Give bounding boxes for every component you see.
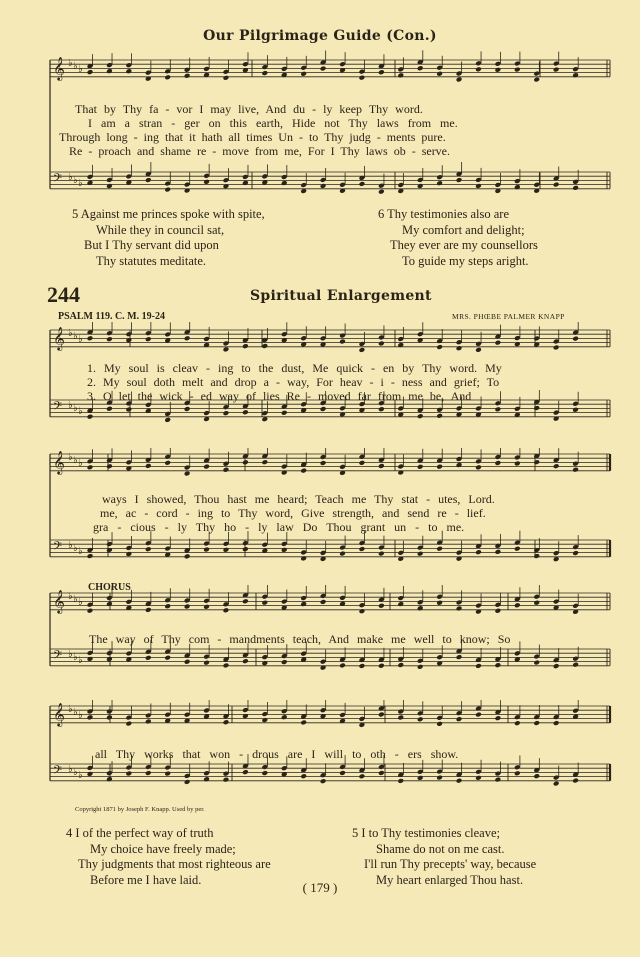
note-head	[359, 181, 366, 187]
verse-line: They ever are my counsellors	[390, 238, 538, 252]
note-head	[125, 771, 132, 777]
verse-line: My choice have freely made;	[90, 841, 236, 856]
flat-icon: ♭	[68, 704, 73, 715]
note-head	[436, 71, 443, 77]
verse-number: 6	[378, 207, 385, 221]
note-head	[106, 714, 113, 720]
note-head	[417, 716, 424, 722]
note-head	[223, 547, 230, 553]
note-head	[495, 662, 502, 668]
note-head	[397, 601, 404, 607]
note-head	[145, 607, 152, 613]
note-head	[164, 603, 171, 609]
note-head	[87, 656, 94, 662]
note-head	[475, 464, 482, 470]
lyric-line: 3. O let the wick - ed way of lies Re - moved far from me be, And	[87, 389, 472, 403]
note-head	[495, 777, 502, 783]
lyric-line: Through long - ing that it hath all times Un - to Thy judg - ments pure.	[59, 130, 446, 144]
note-head	[378, 341, 385, 347]
note-head	[203, 604, 210, 610]
note-head	[106, 68, 113, 74]
note-head	[281, 410, 288, 416]
note-head	[417, 464, 424, 470]
note-head	[184, 659, 191, 665]
lyric-line: 1. My soul is cleav - ing to the dust, Me quick - en by Thy word. My	[87, 361, 502, 375]
note-head	[242, 409, 249, 415]
note-head	[223, 719, 230, 725]
bass-clef-icon: 𝄢	[53, 172, 63, 188]
note-head	[417, 605, 424, 611]
bass-clef-icon: 𝄢	[53, 540, 63, 556]
note-head	[87, 553, 94, 559]
note-head	[106, 776, 113, 782]
note-head	[533, 720, 540, 726]
note-head	[475, 775, 482, 781]
verse-line: My heart enlarged Thou hast.	[376, 872, 524, 887]
note-head	[378, 770, 385, 776]
verse-line: But I Thy servant did upon	[84, 238, 219, 252]
note-head	[359, 663, 366, 669]
note-head	[417, 65, 424, 71]
note-head	[87, 69, 94, 75]
flat-icon: ♭	[78, 655, 83, 666]
lyric-line: Re - proach and shame re - move from me, For I Thy laws ob - serve.	[69, 144, 451, 158]
note-head	[145, 655, 152, 661]
note-head	[223, 75, 230, 81]
verse-line: I to Thy testimonies cleave;	[361, 826, 500, 840]
note-head	[164, 460, 171, 466]
note-head	[359, 546, 366, 552]
note-head	[223, 410, 230, 416]
flat-icon: ♭	[73, 403, 78, 414]
note-head	[514, 341, 521, 347]
flat-icon: ♭	[68, 591, 73, 602]
note-head	[223, 346, 230, 352]
copyright-notice: Copyright 1871 by Joseph F. Knapp. Used by per.	[75, 806, 205, 813]
flat-icon: ♭	[78, 597, 83, 608]
note-head	[300, 601, 307, 607]
chorus-label: CHORUS	[88, 582, 131, 593]
note-head	[281, 547, 288, 553]
note-head	[184, 471, 191, 477]
note-head	[320, 778, 327, 784]
note-head	[553, 345, 560, 351]
note-head	[300, 555, 307, 561]
verse-number: 4	[66, 826, 73, 840]
note-head	[378, 69, 385, 75]
note-head	[495, 340, 502, 346]
flat-icon: ♭	[73, 707, 78, 718]
note-head	[87, 771, 94, 777]
note-head	[359, 347, 366, 353]
note-head	[572, 778, 579, 784]
note-head	[553, 720, 560, 726]
note-head	[553, 663, 560, 669]
verse-number: 5	[72, 207, 79, 221]
note-head	[495, 460, 502, 466]
note-head	[223, 662, 230, 668]
note-head	[397, 662, 404, 668]
note-head	[339, 662, 346, 668]
lyric-line: That by Thy fa - vor I may live, And du - ly keep Thy word.	[75, 102, 423, 116]
note-head	[320, 183, 327, 189]
note-head	[261, 70, 268, 76]
note-head	[242, 598, 249, 604]
verse-line: Thy judgments that most righteous are	[78, 857, 271, 871]
note-head	[456, 177, 463, 183]
note-head	[456, 345, 463, 351]
note-head	[533, 459, 540, 465]
note-head	[261, 717, 268, 723]
note-head	[184, 406, 191, 412]
hymn-title-continued: Our Pilgrimage Guide (Con.)	[203, 28, 437, 44]
note-head	[475, 66, 482, 72]
note-head	[223, 607, 230, 613]
lyric-line: all Thy works that won - drous are I will to oth - ers show.	[95, 747, 459, 761]
flat-icon: ♭	[73, 594, 78, 605]
note-head	[417, 664, 424, 670]
note-head	[261, 660, 268, 666]
note-head	[359, 460, 366, 466]
note-head	[164, 187, 171, 193]
note-head	[436, 413, 443, 419]
note-head	[145, 177, 152, 183]
verse-line: Thy testimonies also are	[387, 207, 510, 221]
flat-icon: ♭	[73, 767, 78, 778]
note-head	[281, 714, 288, 720]
flat-icon: ♭	[73, 61, 78, 72]
note-head	[320, 406, 327, 412]
note-head	[495, 549, 502, 555]
flat-icon: ♭	[68, 452, 73, 463]
verse-line: Against me princes spoke with spite,	[80, 207, 265, 221]
bass-clef-icon: 𝄢	[53, 400, 63, 416]
note-head	[417, 413, 424, 419]
note-head	[553, 182, 560, 188]
note-head	[125, 551, 132, 557]
verse-line: To guide my steps aright.	[402, 253, 529, 268]
flat-icon: ♭	[68, 172, 73, 183]
note-head	[106, 183, 113, 189]
flat-icon: ♭	[73, 175, 78, 186]
note-head	[572, 662, 579, 668]
note-head	[87, 335, 94, 341]
note-head	[145, 463, 152, 469]
note-head	[572, 467, 579, 473]
note-head	[378, 463, 385, 469]
note-head	[397, 715, 404, 721]
note-head	[378, 551, 385, 557]
note-head	[261, 770, 268, 776]
verse-line: Thy statutes meditate.	[96, 253, 207, 268]
note-head	[339, 770, 346, 776]
bass-clef-icon: 𝄢	[53, 764, 63, 780]
note-head	[203, 660, 210, 666]
note-head	[300, 773, 307, 779]
note-head	[242, 343, 249, 349]
note-head	[223, 183, 230, 189]
note-head	[87, 464, 94, 470]
verse-block	[72, 207, 265, 269]
flat-icon: ♭	[78, 710, 83, 721]
flat-icon: ♭	[68, 400, 73, 411]
note-head	[533, 77, 540, 83]
flat-icon: ♭	[68, 540, 73, 551]
note-head	[320, 460, 327, 466]
note-head	[359, 75, 366, 81]
verse-line: Shame do not on me cast.	[376, 841, 505, 856]
verse-block	[352, 826, 536, 888]
hymn-number: 244	[47, 282, 80, 307]
lyric-line: 2. My soul doth melt and drop a - way, For heav - i - ness and grief; To	[87, 375, 500, 389]
note-head	[184, 779, 191, 785]
note-head	[495, 406, 502, 412]
note-head	[106, 406, 113, 412]
note-head	[203, 179, 210, 185]
note-head	[495, 67, 502, 73]
verse-block	[378, 207, 538, 269]
note-head	[164, 655, 171, 661]
note-head	[87, 714, 94, 720]
hymn-title: Spiritual Enlargement	[250, 288, 432, 304]
note-head	[514, 67, 521, 73]
note-head	[125, 721, 132, 727]
note-head	[514, 602, 521, 608]
note-head	[300, 720, 307, 726]
treble-clef-icon: 𝄞	[53, 450, 65, 474]
note-head	[145, 770, 152, 776]
lyric-line: me, ac - cord - ing to Thy word, Give strength, and send re - lief.	[100, 506, 486, 520]
note-head	[572, 336, 579, 342]
note-head	[242, 658, 249, 664]
note-head	[281, 180, 288, 186]
flat-icon: ♭	[78, 546, 83, 557]
flat-icon: ♭	[73, 543, 78, 554]
flat-icon: ♭	[68, 764, 73, 775]
note-head	[223, 777, 230, 783]
note-head	[533, 773, 540, 779]
note-head	[456, 77, 463, 83]
note-head	[261, 343, 268, 349]
note-head	[164, 771, 171, 777]
note-head	[359, 773, 366, 779]
note-head	[378, 406, 385, 412]
note-head	[533, 660, 540, 666]
verse-line: My comfort and delight;	[402, 222, 525, 237]
note-head	[553, 463, 560, 469]
note-head	[125, 407, 132, 413]
verse-line: While they in council sat,	[96, 222, 225, 237]
flat-icon: ♭	[78, 770, 83, 781]
note-head	[436, 546, 443, 552]
note-head	[514, 546, 521, 552]
note-head	[456, 716, 463, 722]
note-head	[184, 553, 191, 559]
note-head	[378, 189, 385, 195]
note-head	[242, 769, 249, 775]
note-head	[378, 663, 385, 669]
note-head	[203, 464, 210, 470]
verse-line: I of the perfect way of truth	[75, 826, 214, 840]
note-head	[475, 549, 482, 555]
note-head	[533, 600, 540, 606]
note-head	[378, 712, 385, 718]
note-head	[339, 551, 346, 557]
note-head	[456, 606, 463, 612]
note-head	[436, 721, 443, 727]
note-head	[417, 775, 424, 781]
note-head	[475, 347, 482, 353]
flat-icon: ♭	[78, 458, 83, 469]
note-head	[203, 776, 210, 782]
note-head	[553, 781, 560, 787]
bass-clef-icon: 𝄢	[53, 649, 63, 665]
note-head	[184, 73, 191, 79]
flat-icon: ♭	[73, 652, 78, 663]
note-head	[572, 407, 579, 413]
note-head	[572, 185, 579, 191]
note-head	[125, 68, 132, 74]
note-head	[145, 718, 152, 724]
note-head	[300, 71, 307, 77]
note-head	[300, 468, 307, 474]
note-head	[106, 601, 113, 607]
note-head	[436, 775, 443, 781]
note-head	[164, 74, 171, 80]
note-head	[106, 463, 113, 469]
composer: MRS. PHŒBE PALMER KNAPP	[452, 312, 565, 321]
note-head	[533, 553, 540, 559]
page-number: ( 179 )	[302, 880, 338, 895]
note-head	[417, 551, 424, 557]
note-head	[397, 72, 404, 78]
flat-icon: ♭	[68, 328, 73, 339]
note-head	[495, 608, 502, 614]
flat-icon: ♭	[78, 64, 83, 75]
note-head	[106, 336, 113, 342]
note-head	[184, 335, 191, 341]
note-head	[533, 405, 540, 411]
lyric-line: I am a stran - ger on this earth, Hide not Thy laws from me.	[88, 116, 458, 130]
note-head	[514, 720, 521, 726]
note-head	[378, 603, 385, 609]
note-head	[320, 599, 327, 605]
note-head	[436, 180, 443, 186]
note-head	[87, 608, 94, 614]
lyric-line: gra - cious - ly Thy ho - ly law Do Thou grant un - to me.	[93, 520, 465, 534]
treble-clef-icon: 𝄞	[53, 326, 65, 350]
note-head	[359, 608, 366, 614]
note-head	[456, 654, 463, 660]
note-head	[145, 336, 152, 342]
lyric-line: ways I showed, Thou hast me heard; Teach me Thy stat - utes, Lord.	[102, 492, 495, 506]
note-head	[203, 547, 210, 553]
note-head	[417, 183, 424, 189]
note-head	[164, 417, 171, 423]
flat-icon: ♭	[68, 649, 73, 660]
note-head	[87, 414, 94, 420]
note-head	[456, 778, 463, 784]
note-head	[436, 344, 443, 350]
note-head	[145, 546, 152, 552]
note-head	[436, 600, 443, 606]
note-head	[261, 459, 268, 465]
note-head	[475, 712, 482, 718]
verse-block	[66, 826, 271, 888]
note-head	[514, 461, 521, 467]
note-head	[456, 462, 463, 468]
flat-icon: ♭	[73, 455, 78, 466]
note-head	[397, 778, 404, 784]
note-head	[514, 770, 521, 776]
treble-clef-icon: 𝄞	[53, 56, 65, 80]
note-head	[320, 66, 327, 72]
psalm-meter: PSALM 119. C. M. 19-24	[58, 311, 165, 322]
note-head	[436, 464, 443, 470]
note-head	[223, 467, 230, 473]
treble-clef-icon: 𝄞	[53, 589, 65, 613]
treble-clef-icon: 𝄞	[53, 702, 65, 726]
note-head	[261, 600, 268, 606]
flat-icon: ♭	[78, 178, 83, 189]
note-head	[184, 604, 191, 610]
lyric-line: The way of Thy com - mandments teach, And make me well to know; So	[89, 632, 511, 646]
verse-number: 5	[352, 826, 359, 840]
note-head	[553, 67, 560, 73]
note-head	[436, 660, 443, 666]
verse-line: Before me I have laid.	[90, 872, 202, 887]
note-head	[475, 663, 482, 669]
flat-icon: ♭	[68, 58, 73, 69]
verse-line: I'll run Thy precepts' way, because	[364, 857, 537, 871]
note-head	[495, 715, 502, 721]
flat-icon: ♭	[73, 331, 78, 342]
note-head	[281, 659, 288, 665]
note-head	[475, 183, 482, 189]
note-head	[339, 339, 346, 345]
flat-icon: ♭	[78, 406, 83, 417]
note-head	[572, 550, 579, 556]
flat-icon: ♭	[78, 334, 83, 345]
